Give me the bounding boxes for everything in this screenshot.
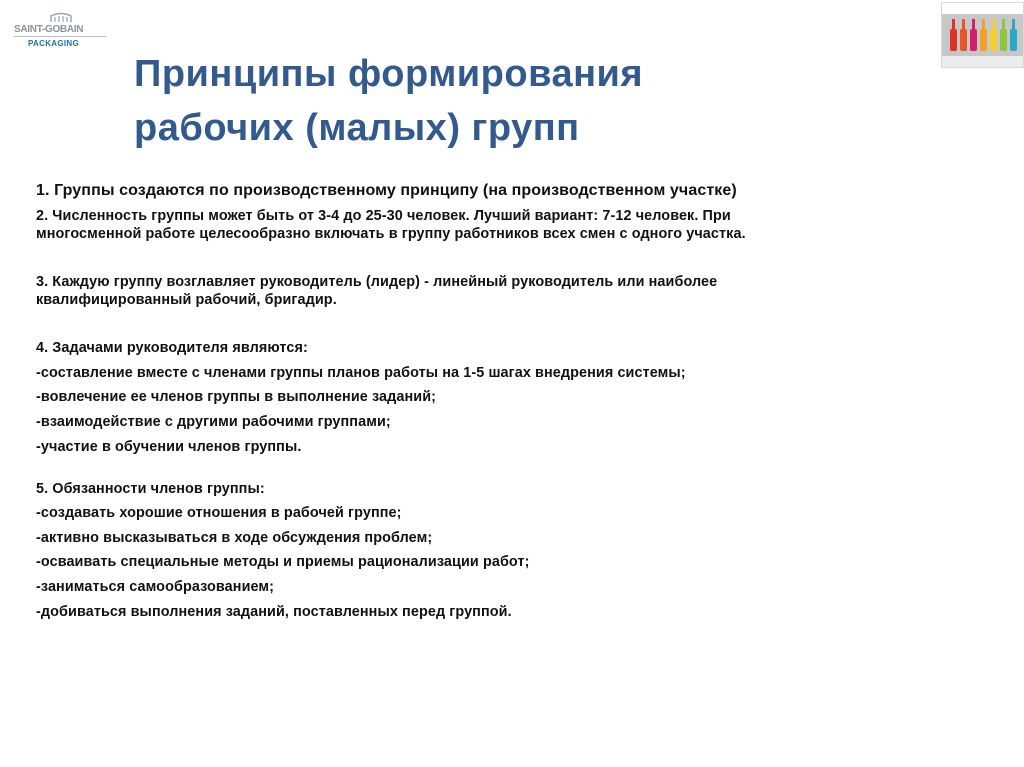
body-line-12: -создавать хорошие отношения в рабочей группе; <box>36 505 402 521</box>
page-title <box>134 47 643 155</box>
body-line-8: -вовлечение ее членов группы в выполнение заданий; <box>36 389 437 405</box>
body-line-2: 2. Численность группы может быть от 3-4 до 25-30 человек. Лучший вариант: 7-12 человек. При <box>36 208 731 224</box>
bottles-thumbnail <box>941 2 1024 68</box>
bottle-7 <box>1010 19 1017 51</box>
body-line-15: -заниматься самообразованием; <box>36 579 275 595</box>
logo-sub-text: PACKAGING <box>28 39 79 48</box>
body-line-14: -осваивать специальные методы и приемы рационализации работ; <box>36 554 530 570</box>
logo-brand-text: SAINT-GOBAIN <box>14 24 84 35</box>
body-line-16: -добиваться выполнения заданий, поставленных перед группой. <box>36 604 512 620</box>
bottle-1 <box>950 19 957 51</box>
title-line-1: Принципы формирования <box>134 53 644 95</box>
bottle-6 <box>1000 19 1007 51</box>
body-line-5: квалифицированный рабочий, бригадир. <box>36 292 337 308</box>
bottle-4 <box>980 19 987 51</box>
body-line-6: 4. Задачами руководителя являются: <box>36 340 308 356</box>
saint-gobain-logo <box>14 12 110 46</box>
bottles-image <box>942 3 1023 67</box>
body-line-1: 1. Группы создаются по производственному принципу (на производственном участке) <box>36 182 737 199</box>
body-line-11: 5. Обязанности членов группы: <box>36 481 265 497</box>
body-line-13: -активно высказываться в ходе обсуждения проблем; <box>36 530 433 546</box>
bottle-3 <box>970 19 977 51</box>
bottle-5 <box>990 19 997 51</box>
body-line-3: многосменной работе целесообразно включать в группу работников всех смен с одного участка. <box>36 226 746 242</box>
body-line-9: -взаимодействие с другими рабочими группами; <box>36 414 391 430</box>
title-line-2: рабочих (малых) групп <box>134 107 580 149</box>
bottle-2 <box>960 19 967 51</box>
arch-logo-icon <box>50 12 72 23</box>
logo-divider <box>14 36 106 37</box>
body-line-10: -участие в обучении членов группы. <box>36 439 302 455</box>
body-line-4: 3. Каждую группу возглавляет руководитель (лидер) - линейный руководитель или наиболее <box>36 274 718 290</box>
body-line-7: -составление вместе с членами группы планов работы на 1-5 шагах внедрения системы; <box>36 365 686 381</box>
